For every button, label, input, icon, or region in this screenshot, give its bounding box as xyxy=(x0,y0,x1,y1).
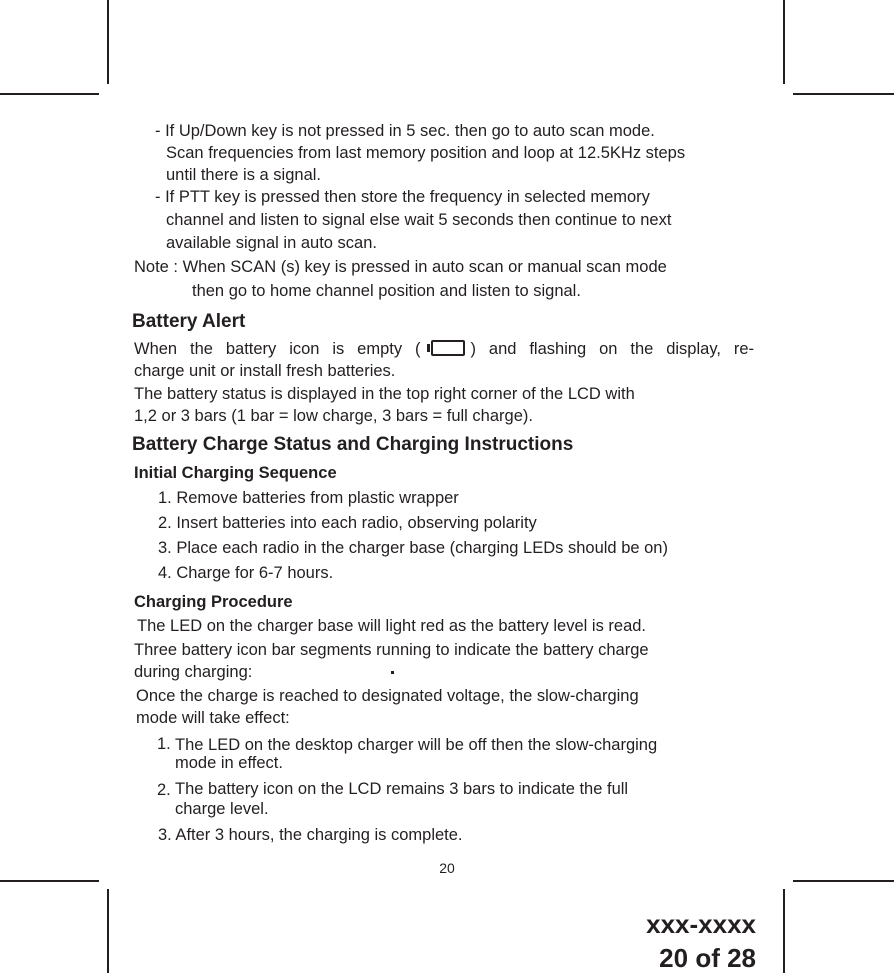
crop-mark-bottom-left-vertical xyxy=(107,889,109,973)
crop-mark-top-right-horizontal xyxy=(793,93,894,95)
initial-step-1: 1. Remove batteries from plastic wrapper xyxy=(158,489,459,507)
battery-alert-paragraph-line-2: charge unit or install fresh batteries. xyxy=(134,362,396,380)
initial-step-2: 2. Insert batteries into each radio, observing polarity xyxy=(158,514,537,532)
procedure-step-1-line-2: mode in effect. xyxy=(175,754,283,772)
battery-alert-text-a: When the battery icon is empty ( xyxy=(134,340,421,358)
crop-mark-top-left-vertical xyxy=(107,0,109,84)
battery-status-line-1: The battery status is displayed in the top right corner of the LCD with xyxy=(134,385,635,403)
page-of-total: 20 of 28 xyxy=(659,943,756,973)
procedure-step-2-line-2: charge level. xyxy=(175,800,269,818)
scan-line-3: until there is a signal. xyxy=(166,166,322,184)
initial-step-4: 4. Charge for 6-7 hours. xyxy=(158,564,334,582)
procedure-line-4: Once the charge is reached to designated voltage, the slow-charging xyxy=(136,687,639,705)
page-number: 20 xyxy=(439,860,455,876)
crop-mark-top-right-vertical xyxy=(783,0,785,84)
scan-line-2: Scan frequencies from last memory position and loop at 12.5KHz steps xyxy=(166,144,686,162)
procedure-step-1-number: 1. xyxy=(157,735,171,753)
empty-battery-icon xyxy=(431,340,465,356)
charging-heading: Battery Charge Status and Charging Instructions xyxy=(132,434,574,455)
procedure-step-2-number: 2. xyxy=(157,781,171,799)
procedure-step-2-line-1: The battery icon on the LCD remains 3 bars to indicate the full xyxy=(175,780,629,798)
crop-mark-top-left-horizontal xyxy=(0,93,99,95)
doc-code: xxx-xxxx xyxy=(646,909,756,939)
procedure-line-2: Three battery icon bar segments running to indicate the battery charge xyxy=(134,641,649,659)
procedure-step-3: 3. After 3 hours, the charging is complete. xyxy=(158,826,463,844)
initial-charging-heading: Initial Charging Sequence xyxy=(134,464,337,482)
procedure-line-5: mode will take effect: xyxy=(136,709,290,727)
scan-note-line-1: Note : When SCAN (s) key is pressed in auto scan or manual scan mode xyxy=(134,258,667,276)
procedure-line-1: The LED on the charger base will light red as the battery level is read. xyxy=(137,617,647,635)
battery-status-line-2: 1,2 or 3 bars (1 bar = low charge, 3 bars = full charge). xyxy=(134,407,533,425)
initial-step-3: 3. Place each radio in the charger base (charging LEDs should be on) xyxy=(158,539,668,557)
procedure-step-1-line-1: The LED on the desktop charger will be off then the slow-charging xyxy=(175,736,658,754)
scan-note-line-2: then go to home channel position and listen to signal. xyxy=(192,282,581,300)
battery-alert-heading: Battery Alert xyxy=(132,311,246,332)
crop-mark-bottom-right-horizontal xyxy=(793,880,894,882)
crop-mark-bottom-left-horizontal xyxy=(0,880,99,882)
scan-line-5: channel and listen to signal else wait 5 seconds then continue to next xyxy=(166,211,672,229)
procedure-line-3: during charging: xyxy=(134,663,253,681)
scan-line-1: - If Up/Down key is not pressed in 5 sec. then go to auto scan mode. xyxy=(155,122,655,140)
scan-line-6: available signal in auto scan. xyxy=(166,234,377,252)
dot-mark xyxy=(391,671,394,674)
charging-procedure-heading: Charging Procedure xyxy=(134,593,293,611)
scan-line-4: - If PTT key is pressed then store the frequency in selected memory xyxy=(155,188,650,206)
crop-mark-bottom-right-vertical xyxy=(783,889,785,973)
battery-alert-text-b: ) and flashing on the display, re- xyxy=(470,340,755,358)
battery-alert-paragraph-line-1 xyxy=(134,339,754,359)
